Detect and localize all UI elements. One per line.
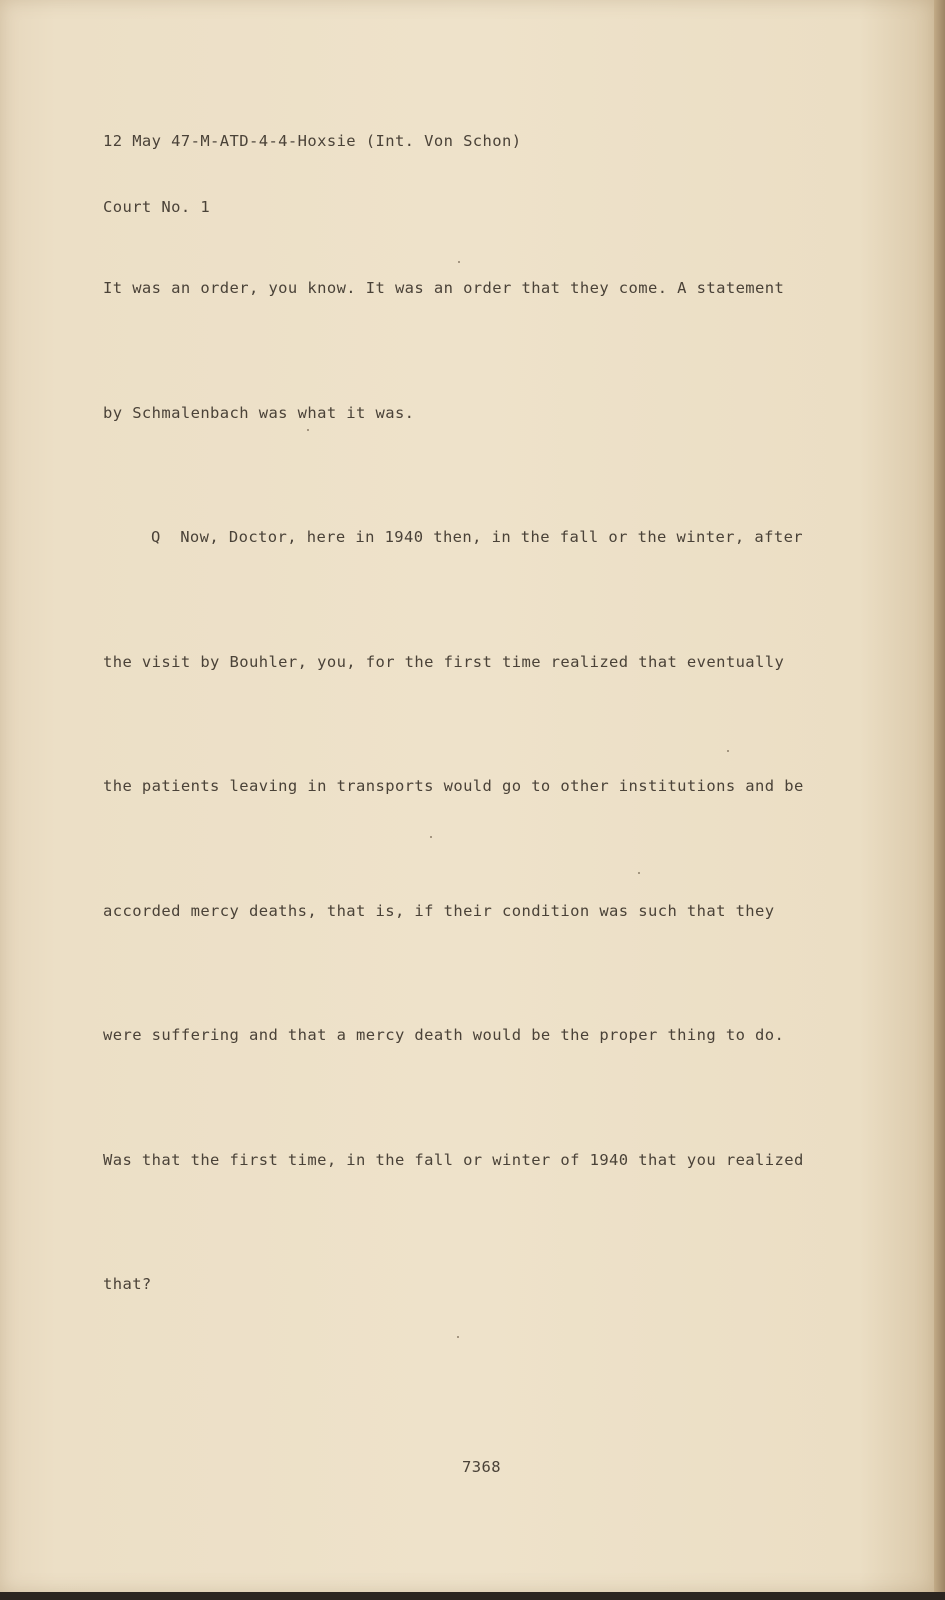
paper-right-edge bbox=[934, 0, 945, 1600]
scan-bottom-edge bbox=[0, 1592, 945, 1600]
paper-speck bbox=[458, 261, 460, 263]
body-line: that? bbox=[103, 1275, 152, 1293]
header-session-line: 12 May 47-M-ATD-4-4-Hoxsie (Int. Von Schon) bbox=[103, 132, 522, 150]
body-line: by Schmalenbach was what it was. bbox=[103, 403, 415, 422]
header-court-line: Court No. 1 bbox=[103, 198, 211, 216]
paper-speck bbox=[457, 1336, 459, 1338]
body-line: the patients leaving in transports would go to other institutions and be bbox=[103, 777, 804, 795]
page-number: 7368 bbox=[462, 1458, 501, 1476]
body-line: accorded mercy deaths, that is, if their condition was such that they bbox=[103, 901, 775, 920]
body-line: were suffering and that a mercy death would be the proper thing to do. bbox=[103, 1026, 785, 1044]
paper-speck bbox=[430, 836, 432, 838]
body-line: Was that the first time, in the fall or winter of 1940 that you realized bbox=[103, 1150, 804, 1169]
body-line: the visit by Bouhler, you, for the first time realized that eventually bbox=[103, 652, 785, 671]
paper-speck bbox=[307, 429, 309, 431]
question-line: Q Now, Doctor, here in 1940 then, in the fall or the winter, after bbox=[151, 528, 804, 546]
transcript-body bbox=[103, 185, 804, 1389]
paper-speck bbox=[727, 750, 729, 752]
body-line: It was an order, you know. It was an order that they come. A statement bbox=[103, 279, 785, 297]
paper-speck bbox=[638, 872, 640, 874]
